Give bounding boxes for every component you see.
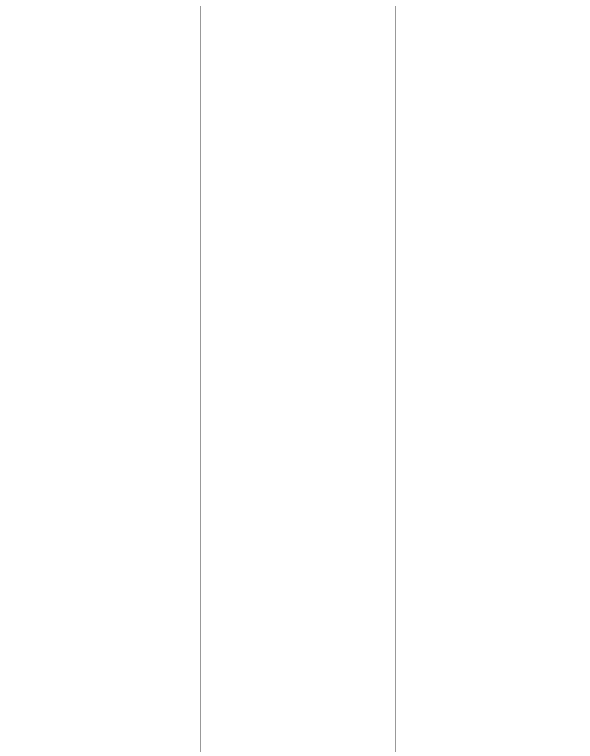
column-middle <box>200 6 389 752</box>
column-right <box>395 6 584 752</box>
column-left <box>6 6 194 752</box>
